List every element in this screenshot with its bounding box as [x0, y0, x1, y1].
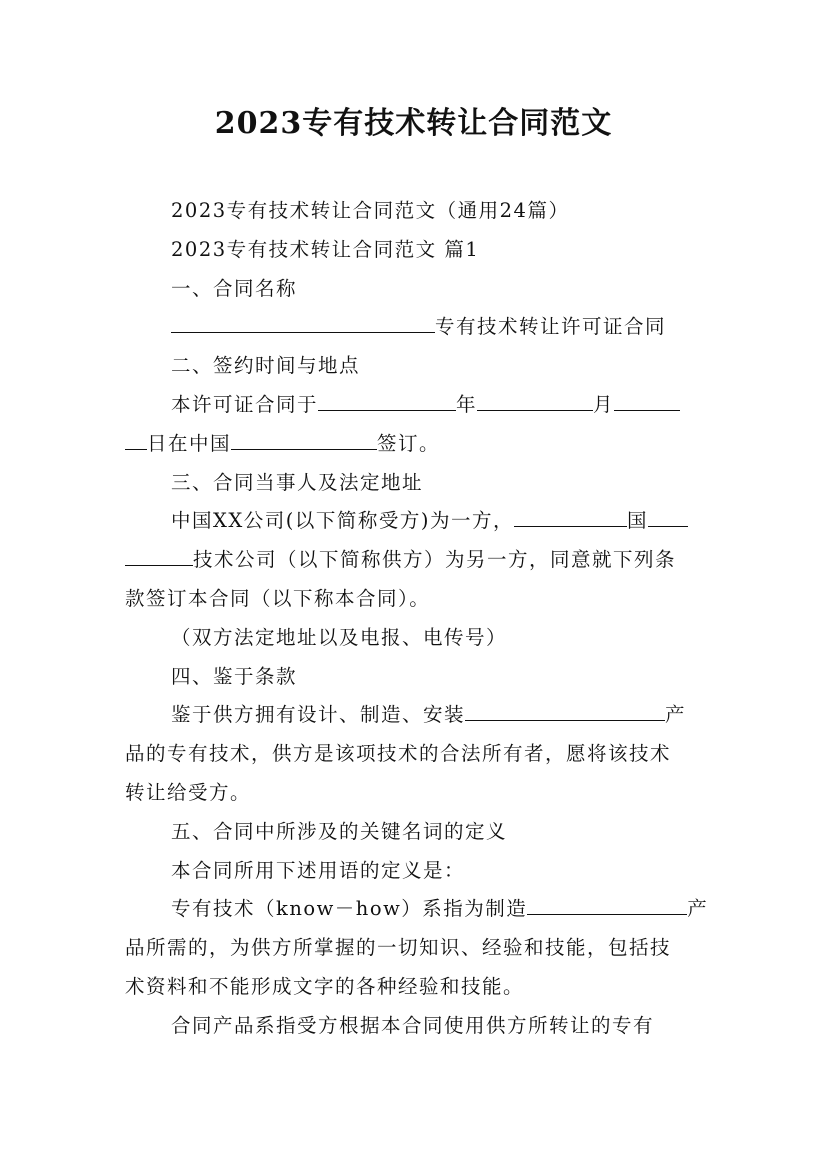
section-2-heading: 二、签约时间与地点 [171, 354, 361, 378]
contract-name-text: 专有技术转让许可证合同 [435, 315, 667, 339]
place-blank [231, 427, 377, 450]
month-label: 月 [593, 392, 615, 416]
whereas-product-label: 产 [665, 703, 687, 727]
company-blank-a [648, 504, 688, 527]
signing-place-line [125, 425, 705, 464]
definition-1-line-2 [125, 929, 705, 968]
whereas-line-3 [125, 774, 705, 813]
definition-1-line-3 [125, 968, 705, 1007]
section-2-heading-line [125, 347, 705, 386]
section-5-heading-line [125, 813, 705, 852]
document-body [125, 192, 709, 1046]
section-5-heading: 五、合同中所涉及的关键名词的定义 [171, 819, 508, 843]
whereas-text-a: 鉴于供方拥有设计、制造、安装 [171, 703, 466, 727]
signing-date-line [125, 386, 705, 425]
article-heading-line [125, 231, 705, 270]
year-label: 年 [456, 392, 478, 416]
day-blank-a [614, 388, 680, 411]
whereas-text-c: 转让给受方。 [125, 780, 252, 804]
section-4-heading: 四、鉴于条款 [171, 664, 298, 688]
definition-1-text-a: 专有技术（know－how）系指为制造 [171, 897, 528, 921]
whereas-line-1 [125, 696, 705, 735]
subtitle-line [125, 192, 705, 231]
definitions-intro: 本合同所用下述用语的定义是： [171, 858, 466, 882]
contract-name-line [125, 308, 705, 347]
parties-text-b: 技术公司（以下简称供方）为另一方，同意就下列条 [193, 548, 677, 572]
definition-product-label: 产 [687, 897, 709, 921]
day-blank-b [125, 427, 147, 450]
product-blank [465, 698, 665, 721]
document-title: 2023专有技术转让合同范文 [214, 106, 613, 141]
parties-line-1 [125, 502, 705, 541]
country-blank [514, 504, 627, 527]
definition-product-blank [527, 892, 687, 915]
definition-2-text-a: 合同产品系指受方根据本合同使用供方所转让的专有 [171, 1013, 655, 1037]
section-4-heading-line [125, 658, 705, 697]
article-heading: 2023专有技术转让合同范文 篇1 [171, 237, 480, 261]
signed-label: 签订。 [377, 431, 441, 455]
whereas-line-2 [125, 735, 705, 774]
section-1-heading-line [125, 270, 705, 309]
parties-text-a: 中国XX公司(以下简称受方)为一方， [171, 509, 514, 533]
section-1-heading: 一、合同名称 [171, 276, 298, 300]
month-blank [477, 388, 593, 411]
address-note: （双方法定地址以及电报、电传号） [171, 625, 508, 649]
definition-1-text-c: 术资料和不能形成文字的各种经验和技能。 [125, 974, 525, 998]
parties-text-c: 款签订本合同（以下称本合同）。 [125, 586, 431, 610]
whereas-text-b: 品的专有技术，供方是该项技术的合法所有者，愿将该技术 [125, 742, 672, 766]
company-blank-b [125, 543, 193, 566]
address-note-line [125, 619, 705, 658]
day-place-label: 日在中国 [147, 431, 232, 455]
definition-1-line-1 [125, 890, 709, 929]
parties-line-2 [125, 541, 705, 580]
subtitle: 2023专有技术转让合同范文（通用24篇） [171, 199, 570, 222]
contract-name-blank [171, 310, 435, 333]
definition-2-line-1 [125, 1007, 705, 1046]
signing-text-a: 本许可证合同于 [171, 392, 319, 416]
parties-line-3 [125, 580, 705, 619]
section-3-heading: 三、合同当事人及法定地址 [171, 470, 424, 494]
country-label: 国 [626, 509, 648, 533]
definitions-intro-line [125, 852, 705, 891]
definition-1-text-b: 品所需的，为供方所掌握的一切知识、经验和技能，包括技 [125, 936, 672, 960]
year-blank [318, 388, 456, 411]
section-3-heading-line [125, 464, 705, 503]
